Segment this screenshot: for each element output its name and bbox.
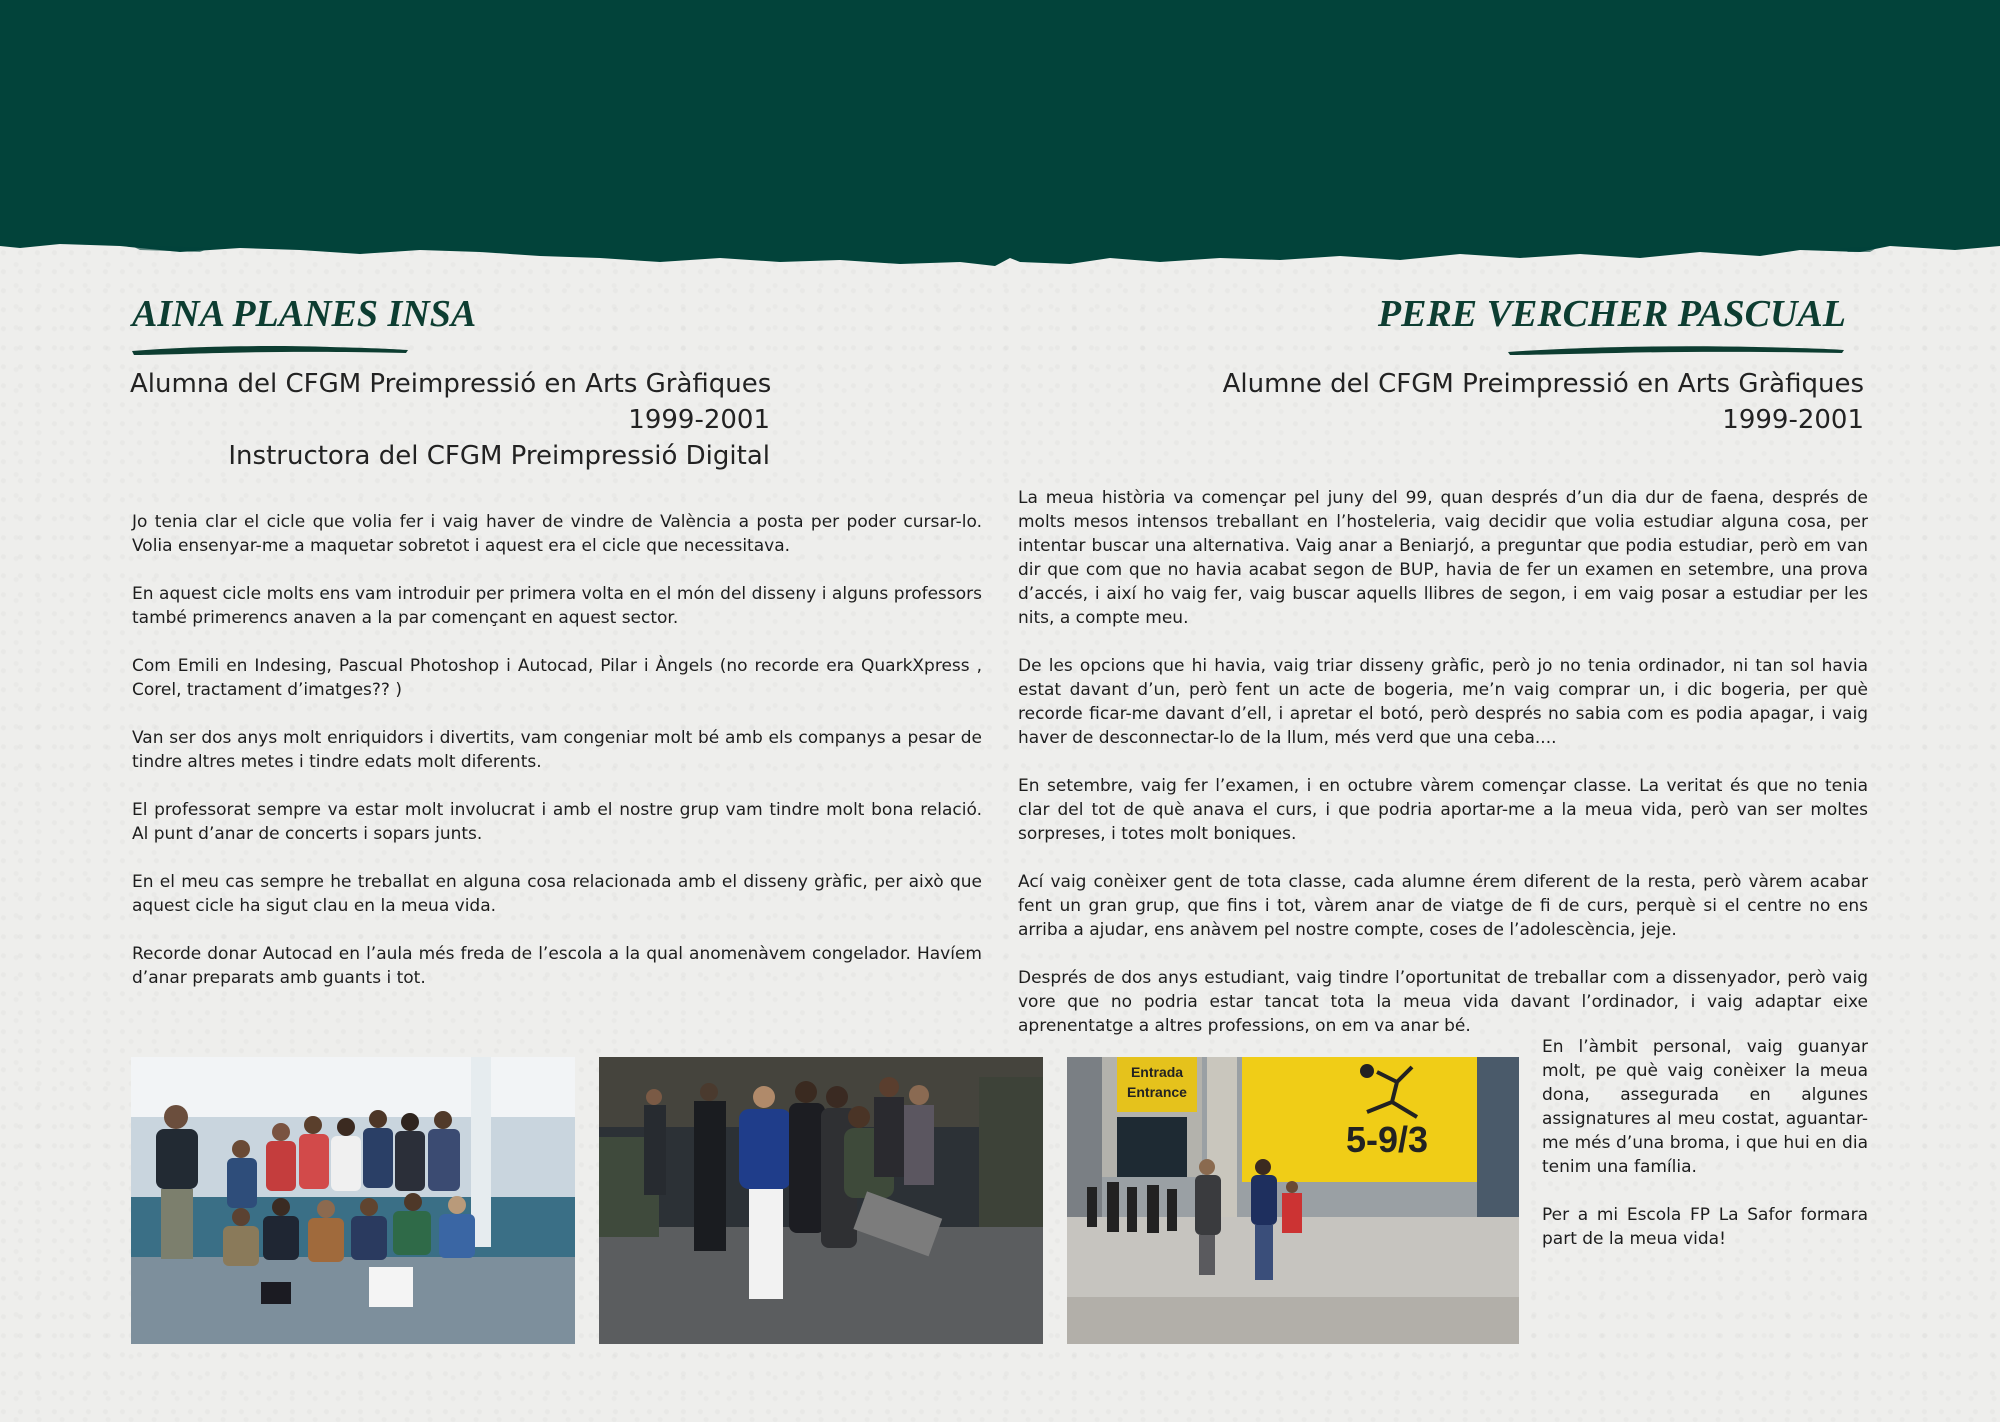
entrance-sign-line2: Entrance (1127, 1084, 1187, 1100)
left-person-name: AINA PLANES INSA (132, 293, 477, 335)
left-role-line: Instructora del CFGM Preimpressió Digital (228, 441, 770, 471)
left-role-block (130, 366, 770, 474)
group-photo-street (599, 1057, 1043, 1344)
paragraph: Ací vaig conèixer gent de tota classe, cada alumne érem diferent de la resta, però vàrem acabar fent un gran grup, que fins i tot, vàrem anar de viatge de fi de curs, perquè si el centre no ens arriba a ajudar, ens anàvem pel nostre compte, coses de l’adolescència, jeje. (1018, 872, 1868, 940)
paragraph: En l’àmbit personal, vaig guanyar molt, pe què vaig conèixer la meua dona, assegurada en algunes assignatures al meu costat, aguantar-me més d’una broma, i que hui en dia tenim una família. (1542, 1037, 1868, 1177)
paragraph: Després de dos anys estudiant, vaig tindre l’oportunitat de treballar com a dissenyador, però vaig vore que no podria estar tancat tota la meua vida davant l’ordinador, i vaig adaptar eixe aprenentatge a altres professions, on em va anar bé. (1018, 968, 1868, 1036)
paragraph: El professorat sempre va estar molt involucrat i amb el nostre grup vam tindre molt bona relació. Al punt d’anar de concerts i sopars junts. (132, 800, 982, 844)
left-role-years: 1999-2001 (628, 405, 770, 435)
right-person-name: PERE VERCHER PASCUAL (1377, 293, 1846, 335)
paragraph: Jo tenia clar el cicle que volia fer i vaig haver de vindre de València a posta per poder cursar-lo. Volia ensenyar-me a maquetar sobretot i aquest era el cicle que necessitava. (132, 512, 982, 556)
paragraph: Per a mi Escola FP La Safor formara part de la meua vida! (1542, 1205, 1868, 1249)
right-role-years: 1999-2001 (1722, 405, 1864, 435)
right-brush-underline (1506, 342, 1846, 358)
photo-fair-entrance (1067, 1057, 1519, 1344)
paragraph: Recorde donar Autocad en l’aula més freda de l’escola a la qual anomenàvem congelador. Havíem d’anar preparats amb guants i tot. (132, 944, 982, 988)
group-photo-classroom (131, 1057, 575, 1344)
paragraph: Van ser dos anys molt enriquidors i divertits, vam congeniar molt bé amb els companys a pesar de tindre altres metes i tindre edats molt diferents. (132, 728, 982, 772)
paragraph: En setembre, vaig fer l’examen, i en octubre vàrem començar classe. La veritat és que no tenia clar del tot de què anava el curs, i que podria aportar-me a la meua vida, però van ser moltes sorpreses, i totes molt boniques. (1018, 776, 1868, 844)
left-brush-underline (130, 342, 410, 358)
entrance-sign-line1: Entrada (1130, 1064, 1184, 1080)
left-testimony (132, 510, 982, 1014)
paragraph: En el meu cas sempre he treballat en alguna cosa relacionada amb el disseny gràfic, per això que aquest cicle ha sigut clau en la meua vida. (132, 872, 982, 916)
header-band (0, 0, 2000, 275)
paragraph: De les opcions que hi havia, vaig triar disseny gràfic, però jo no tenia ordinador, ni tan sol havia estat davant d’un, però fent un acte de bogeria, me’n vaig comprar un, i dic bogeria, per què recorde ficar-me davant d’ell, i apretar el botó, però després no sabia com es podia apagar, i vaig haver de desconnectar-lo de la llum, més verd que una ceba.... (1018, 656, 1868, 748)
paragraph: Com Emili en Indesing, Pascual Photoshop i Autocad, Pilar i Àngels (no recorde era QuarkXpress , Corel, tractament d’imatges?? ) (132, 656, 982, 700)
right-role-line: Alumne del CFGM Preimpressió en Arts Gràfiques (1222, 369, 1864, 399)
right-role-block (1160, 366, 1864, 438)
right-testimony-closing (1542, 1035, 1868, 1275)
fair-banner-dates: 5-9/3 (1345, 1119, 1429, 1160)
right-testimony (1018, 486, 1868, 1062)
paragraph: En aquest cicle molts ens vam introduir per primera volta en el món del disseny i alguns professors també primerencs anaven a la par començant en aquest sector. (132, 584, 982, 628)
left-role-line: Alumna del CFGM Preimpressió en Arts Gràfiques (130, 369, 772, 399)
paragraph: La meua història va començar pel juny del 99, quan després d’un dia dur de faena, després de molts mesos intensos treballant en l’hosteleria, vaig decidir que volia estudiar alguna cosa, per intentar buscar una alternativa. Vaig anar a Beniarjó, a preguntar que podia estudiar, però em van dir que com que no havia acabat segon de BUP, havia de fer un examen en setembre, una prova d’accés, i així ho vaig fer, vaig buscar aquells llibres de segon, i em vaig posar a estudiar per les nits, a compte meu. (1018, 488, 1868, 628)
